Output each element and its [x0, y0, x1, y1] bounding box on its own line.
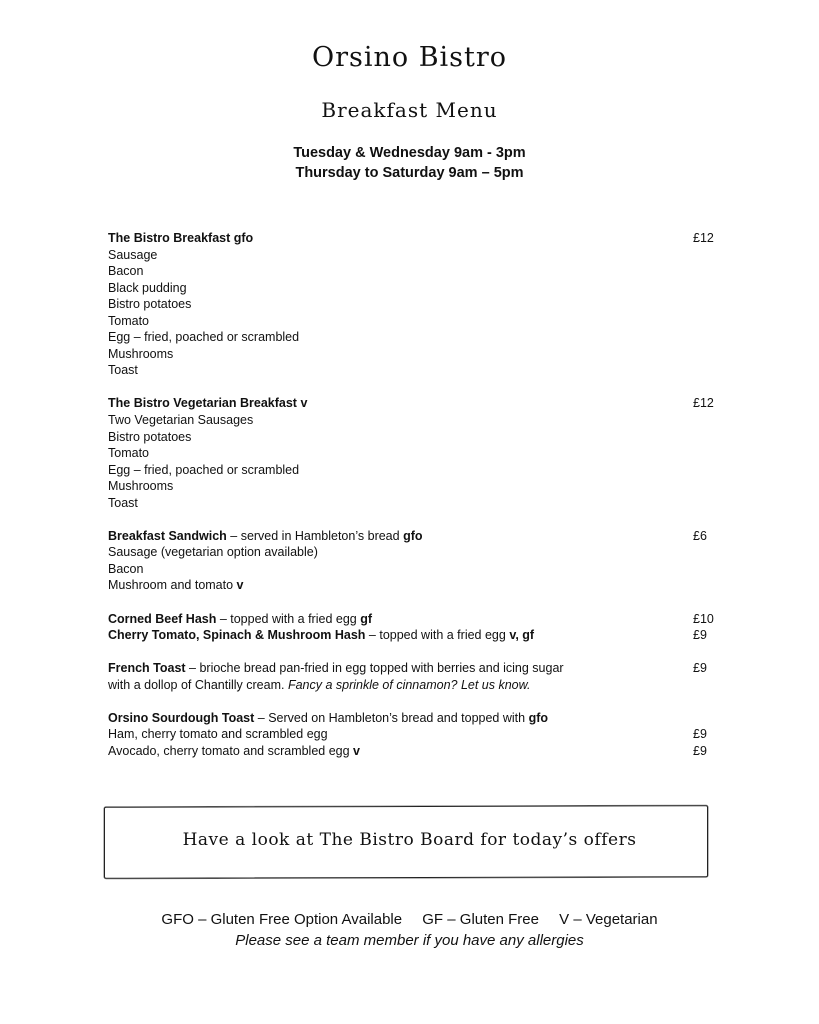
menu-item-heading	[108, 660, 728, 677]
dietary-legend	[0, 911, 819, 928]
menu-price: £9	[693, 743, 707, 758]
menu-text: Orsino Sourdough Toast	[108, 710, 255, 725]
menu-item-line	[108, 561, 728, 578]
menu-item-line	[108, 280, 728, 297]
spacer	[108, 511, 728, 528]
menu-text: The Bistro Breakfast gfo	[108, 231, 254, 245]
menu-text: with a dollop of Chantilly cream.	[108, 677, 288, 692]
menu-item-heading	[108, 230, 728, 247]
menu-text: Mushrooms	[108, 346, 174, 361]
spacer	[108, 644, 728, 661]
menu-text: v, gf	[509, 628, 535, 643]
menu-item-line	[108, 743, 728, 760]
menu-text: – Served on Hambleton’s bread and topped with	[254, 710, 529, 725]
menu-price: £6	[693, 528, 707, 543]
menu-text: Fancy a sprinkle of cinnamon? Let us know.	[287, 677, 531, 692]
menu-text: gfo	[403, 528, 423, 543]
hours-line: Tuesday & Wednesday 9am - 3pm	[293, 145, 526, 161]
menu-item-line	[108, 445, 728, 462]
menu-text: Toast	[108, 495, 138, 510]
menu-price: £9	[693, 628, 707, 643]
legend-item: GFO – Gluten Free Option Available	[161, 911, 403, 928]
restaurant-title: Orsino Bistro	[311, 42, 508, 73]
menu-item-line	[108, 627, 728, 644]
menu-text: Sausage (vegetarian option available)	[108, 545, 318, 560]
menu-text: Tomato	[108, 313, 149, 328]
menu-item-line	[108, 247, 728, 264]
menu-price: £9	[693, 661, 707, 676]
menu-text: – topped with a fried egg	[216, 611, 361, 626]
menu-price: £9	[693, 727, 707, 742]
menu-text: Black pudding	[108, 280, 187, 295]
menu-text: Tomato	[108, 446, 149, 461]
menu-text: – served in Hambleton’s bread	[226, 528, 404, 543]
menu-text: v	[236, 578, 244, 593]
menu-text: The Bistro Vegetarian Breakfast	[108, 396, 301, 411]
hours-line: Thursday to Saturday 9am – 5pm	[295, 165, 524, 181]
menu-text: Mushrooms	[108, 479, 174, 494]
menu-item-line	[108, 429, 728, 446]
menu-item-line	[108, 495, 728, 512]
menu-text: – brioche bread pan-fried in egg topped with berries and icing sugar	[185, 661, 564, 676]
menu-text: Avocado, cherry tomato and scrambled egg	[108, 743, 354, 758]
menu-item-line	[108, 577, 728, 594]
menu-item-line	[108, 263, 728, 280]
menu-item-line	[108, 462, 728, 479]
menu-item	[108, 710, 728, 760]
menu-text: Bacon	[108, 264, 144, 279]
menu-text: – topped with a fried egg	[365, 628, 510, 643]
menu-item-line	[108, 329, 728, 346]
menu-item	[108, 528, 728, 594]
menu-text: Mushroom and tomato	[108, 578, 237, 593]
menu-text: Egg – fried, poached or scrambled	[108, 462, 300, 477]
legend-item: V – Vegetarian	[559, 911, 658, 928]
menu-item-heading	[108, 710, 728, 727]
menu-list	[108, 230, 728, 760]
menu-text: v	[353, 743, 360, 758]
menu-item-line	[108, 296, 728, 313]
menu-price: £12	[693, 231, 714, 245]
menu-item-line	[108, 726, 728, 743]
menu-text: Corned Beef Hash	[108, 611, 217, 626]
spacer	[108, 379, 728, 396]
menu-text: gf	[360, 611, 373, 626]
menu-item-line	[108, 346, 728, 363]
menu-text: Toast	[108, 363, 138, 378]
menu-text: gfo	[528, 710, 548, 725]
menu-text: Bacon	[108, 561, 144, 576]
menu-text: v	[300, 396, 308, 411]
menu-text: Cherry Tomato, Spinach & Mushroom Hash	[108, 628, 366, 643]
menu-item-heading	[108, 528, 728, 545]
menu-text: Egg – fried, poached or scrambled	[108, 330, 300, 345]
allergy-note: Please see a team member if you have any allergies	[235, 932, 584, 949]
menu-text: Ham, cherry tomato and scrambled egg	[108, 727, 328, 742]
legend-item: GF – Gluten Free	[422, 911, 539, 928]
menu-subtitle: Breakfast Menu	[321, 98, 498, 122]
menu-price: £10	[693, 611, 714, 626]
menu-price: £12	[693, 396, 714, 411]
menu-item-heading	[108, 395, 728, 412]
menu-text: French Toast	[108, 661, 186, 676]
bistro-board-text: Have a look at The Bistro Board for today’s offers	[182, 830, 637, 850]
spacer	[108, 693, 728, 710]
menu-text: Bistro potatoes	[108, 429, 192, 444]
menu-item-line	[108, 412, 728, 429]
menu-item	[108, 660, 728, 693]
menu-item	[108, 611, 728, 644]
menu-item-heading	[108, 611, 728, 628]
menu-item-line	[108, 544, 728, 561]
menu-text: Breakfast Sandwich	[108, 528, 227, 543]
spacer	[108, 594, 728, 611]
menu-item-line	[108, 313, 728, 330]
menu-item-line	[108, 677, 728, 694]
opening-hours	[0, 143, 819, 183]
menu-text: Bistro potatoes	[108, 297, 192, 312]
menu-text: Sausage	[108, 247, 158, 262]
menu-item-line	[108, 478, 728, 495]
menu-item-line	[108, 362, 728, 379]
menu-item	[108, 395, 728, 511]
menu-text: Two Vegetarian Sausages	[108, 413, 254, 428]
menu-item	[108, 230, 728, 379]
